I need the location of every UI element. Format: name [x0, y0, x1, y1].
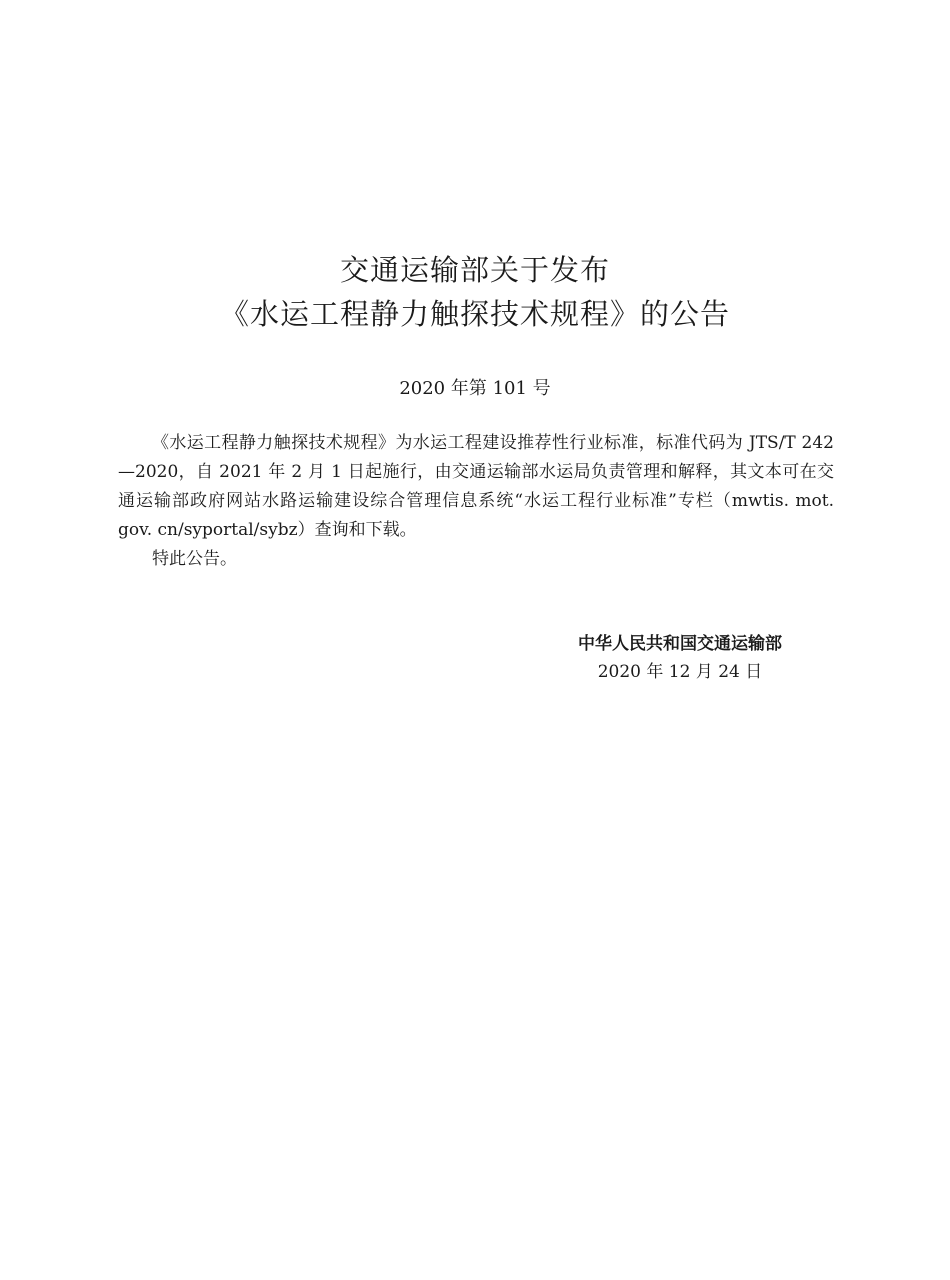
issuing-organization: 中华人民共和国交通运输部: [578, 634, 782, 654]
body-paragraph-2: 特此公告。: [152, 549, 237, 569]
announcement-body: [118, 429, 834, 574]
title-line-2: 《水运工程静力触探技术规程》的公告: [219, 297, 730, 331]
body-paragraph-1: 《水运工程静力触探技术规程》为水运工程建设推荐性行业标准，标准代码为 JTS/T 242—2020，自 2021 年 2 月 1 日起施行，由交通运输部水运局负责管理和解释，其文本可在交通运输部政府网站水路运输建设综合管理信息系统“水运工程行业标准”专栏（mwtis. mot. gov. cn/syportal/sybz）查询和下载。: [118, 433, 834, 540]
document-number: 2020 年第 101 号: [399, 378, 551, 399]
title-line-1: 交通运输部关于发布: [339, 253, 610, 287]
signature-block: [560, 630, 800, 686]
issue-date: 2020 年 12 月 24 日: [597, 662, 763, 682]
announcement-title: [0, 248, 950, 336]
